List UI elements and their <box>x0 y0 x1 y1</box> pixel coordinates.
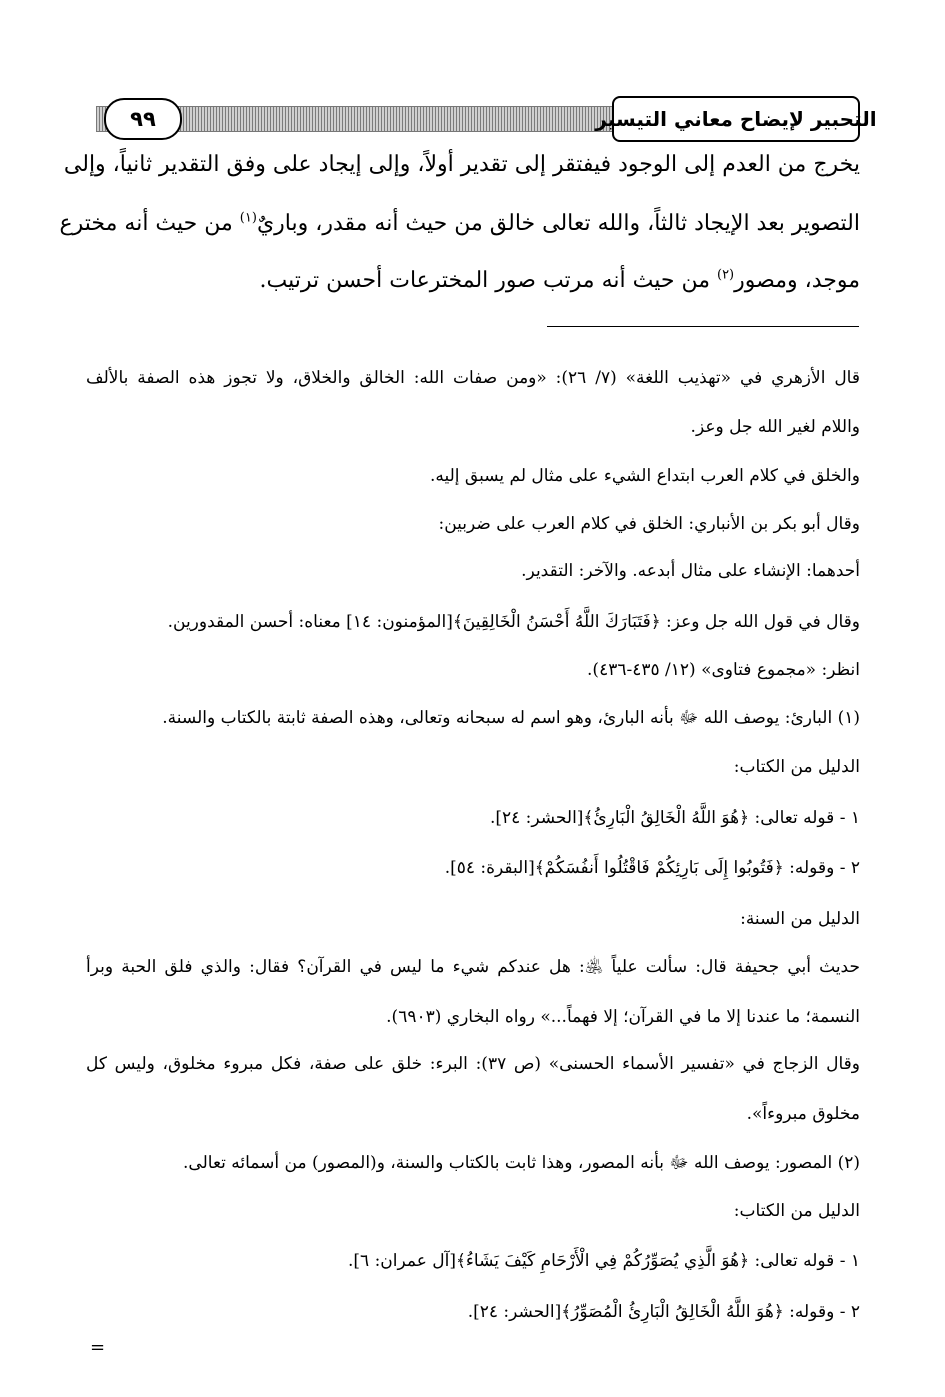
footnote-line: ١ - قوله تعالى: ﴿هُوَ الَّذِي يُصَوِّرُكُمْ فِي الْأَرْحَامِ كَيْفَ يَشَاءُ﴾[آل عمران: ٦]. <box>347 1251 860 1271</box>
footnote-line: حديث أبي جحيفة قال: سألت علياً ﵁: هل عندكم شيء ما ليس في القرآن؟ فقال: والذي فلق الحبة وبرأ <box>86 957 860 977</box>
main-text-line-1: يخرج من العدم إلى الوجود فيفتقر إلى تقدير أولاً، وإلى إيجاد على وفق التقدير ثانياً، وإلى <box>63 152 860 177</box>
book-title: التحبير لإيضاح معاني التيسير <box>612 96 860 142</box>
footnote-line: قال الأزهري في «تهذيب اللغة» (٧/ ٢٦): «ومن صفات الله: الخالق والخلاق، ولا تجوز هذه الصفة بالألف <box>86 368 860 388</box>
footnote-heading: الدليل من الكتاب: <box>733 1201 860 1221</box>
footnote-line: وقال الزجاج في «تفسير الأسماء الحسنى» (ص ٣٧): البرء: خلق على صفة، فكل مبروء مخلوق، وليس كل <box>86 1054 860 1074</box>
page-continuation-mark: = <box>90 1337 106 1358</box>
footnote-heading: الدليل من السنة: <box>740 909 860 929</box>
footnote-2-start: (٢) المصور: يوصف الله ﷻ بأنه المصور، وهذا ثابت بالكتاب والسنة، و(المصور) من أسمائه تعالى. <box>183 1153 860 1173</box>
main-text-line-3 <box>86 266 860 296</box>
footnote-line: وقال في قول الله جل وعز: ﴿فَتَبَارَكَ اللَّهُ أَحْسَنُ الْخَالِقِينَ﴾[المؤمنون: ١٤] معناه: أحسن المقدورين. <box>167 612 860 632</box>
footnote-separator <box>547 326 859 327</box>
footnote-heading: الدليل من الكتاب: <box>733 757 860 777</box>
footnote-ref-2[interactable]: (٢) <box>716 267 735 283</box>
main-text-line-2-part-a: التصوير بعد الإيجاد ثالثاً، والله تعالى خالق من حيث أنه مقدر، وباريٌ <box>256 211 860 236</box>
main-text-line-2-part-b: من حيث أنه مخترع <box>59 211 233 236</box>
footnote-line: النسمة؛ ما عندنا إلا ما في القرآن؛ إلا فهماً...» رواه البخاري (٦٩٠٣). <box>386 1007 860 1027</box>
footnote-line: انظر: «مجموع فتاوى» (١٢/ ٤٣٥-٤٣٦). <box>587 660 860 680</box>
footnote-ref-1[interactable]: (١) <box>239 210 257 226</box>
main-text-line-3-part-b: من حيث أنه مرتب صور المخترعات أحسن ترتيب. <box>259 268 710 293</box>
main-text-line-2 <box>59 209 860 239</box>
footnote-1-start: (١) البارئ: يوصف الله ﷻ بأنه البارئ، وهو اسم له سبحانه وتعالى، وهذه الصفة ثابتة بالكتاب والسنة. <box>162 708 860 728</box>
footnote-line: والخلق في كلام العرب ابتداع الشيء على مثال لم يسبق إليه. <box>429 466 860 486</box>
footnote-line: مخلوق مبروءاً». <box>746 1104 860 1124</box>
main-text-line-3-part-a: موجد، ومصور <box>734 268 860 293</box>
footnote-line: واللام لغير الله جل وعز. <box>690 417 860 437</box>
footnote-line: ٢ - وقوله: ﴿فَتُوبُوا إِلَى بَارِئِكُمْ فَاقْتُلُوا أَنفُسَكُمْ﴾[البقرة: ٥٤]. <box>444 858 860 878</box>
footnote-line: ١ - قوله تعالى: ﴿هُوَ اللَّهُ الْخَالِقُ الْبَارِئُ﴾[الحشر: ٢٤]. <box>489 808 860 828</box>
footnote-line: ٢ - وقوله: ﴿هُوَ اللَّهُ الْخَالِقُ الْبَارِئُ الْمُصَوِّرُ﴾[الحشر: ٢٤]. <box>467 1302 860 1322</box>
footnote-line: وقال أبو بكر بن الأنباري: الخلق في كلام العرب على ضربين: <box>438 514 860 534</box>
footnote-line: أحدهما: الإنشاء على مثال أبدعه. والآخر: التقدير. <box>521 561 860 581</box>
page-number: ٩٩ <box>104 98 182 140</box>
